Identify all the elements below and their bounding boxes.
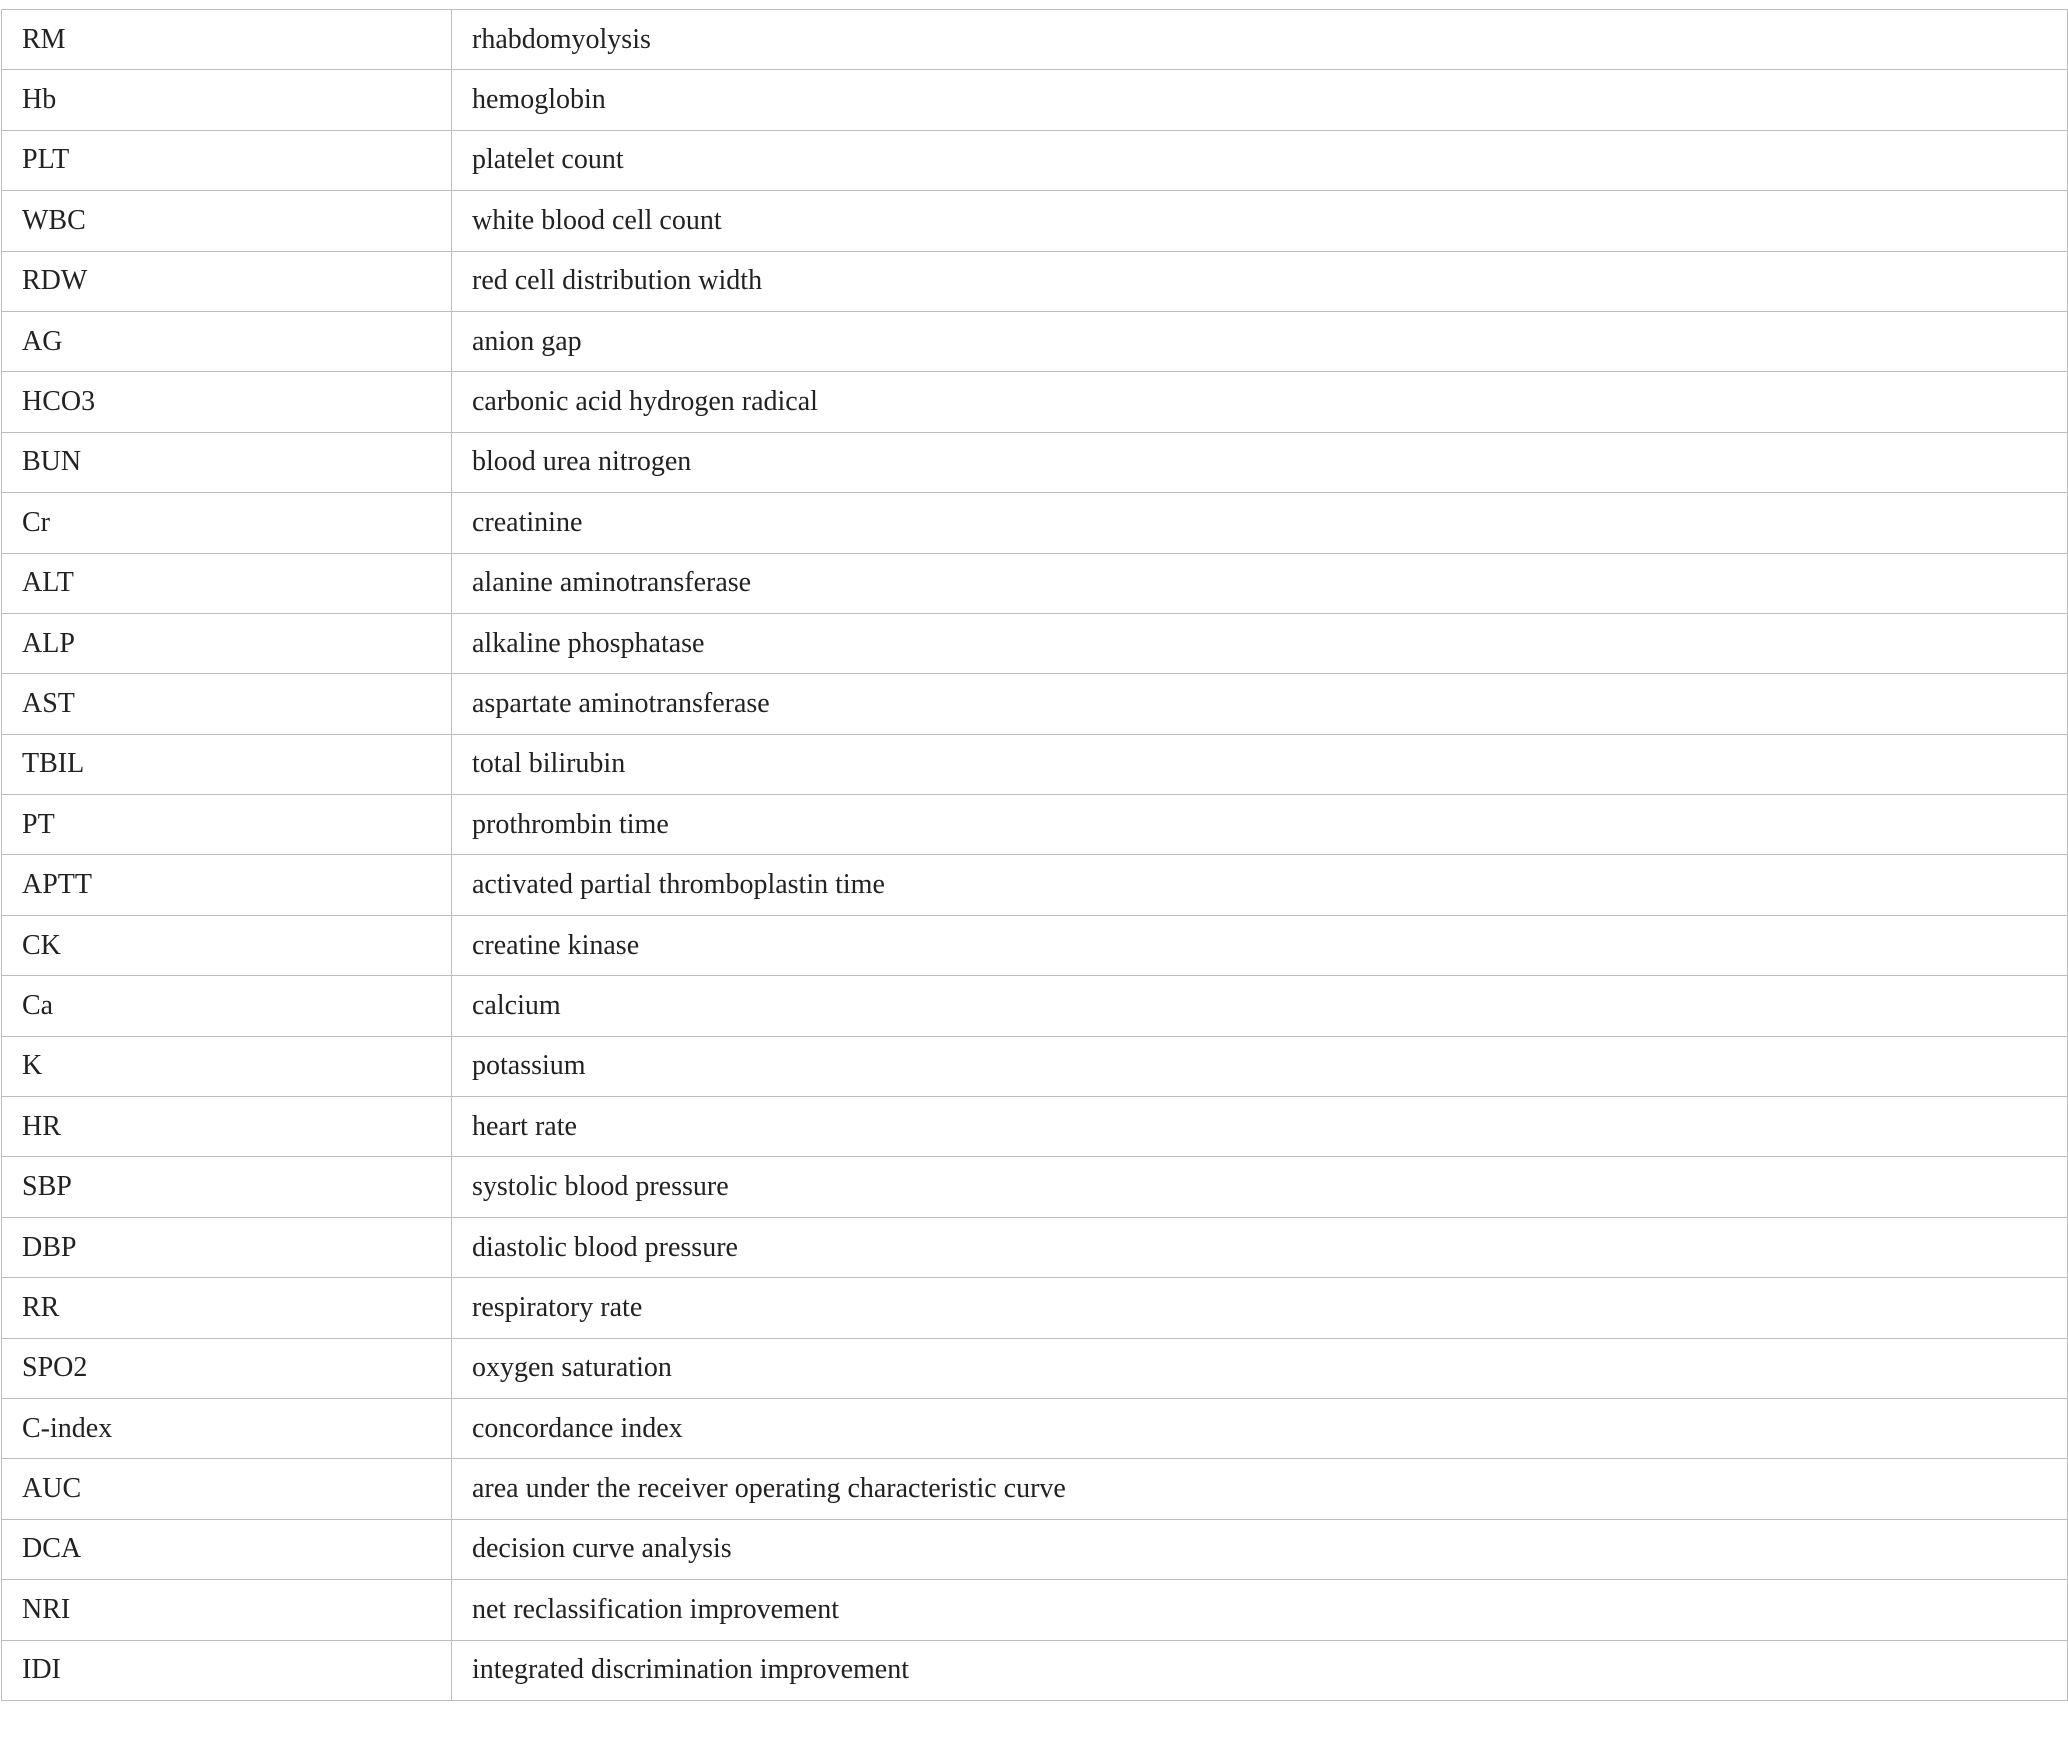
abbreviation-cell: C-index [2, 1398, 452, 1458]
table-row [2, 674, 2068, 734]
abbreviation-cell: HR [2, 1097, 452, 1157]
abbreviation-cell: BUN [2, 432, 452, 492]
definition-cell: decision curve analysis [452, 1519, 2068, 1579]
abbreviation-cell: AG [2, 311, 452, 371]
table-row [2, 915, 2068, 975]
definition-cell: rhabdomyolysis [452, 10, 2068, 70]
table-row [2, 251, 2068, 311]
abbreviation-cell: K [2, 1036, 452, 1096]
table-row [2, 976, 2068, 1036]
table-row [2, 1459, 2068, 1519]
abbreviations-table [1, 9, 2068, 1701]
table-row [2, 432, 2068, 492]
table-row [2, 1278, 2068, 1338]
table-row [2, 1580, 2068, 1640]
definition-cell: creatinine [452, 493, 2068, 553]
definition-cell: red cell distribution width [452, 251, 2068, 311]
abbreviation-cell: AUC [2, 1459, 452, 1519]
abbreviation-cell: RM [2, 10, 452, 70]
abbreviation-cell: Hb [2, 70, 452, 130]
table-row [2, 1157, 2068, 1217]
definition-cell: creatine kinase [452, 915, 2068, 975]
abbreviation-cell: NRI [2, 1580, 452, 1640]
table-row [2, 1640, 2068, 1700]
definition-cell: calcium [452, 976, 2068, 1036]
table-row [2, 130, 2068, 190]
definition-cell: hemoglobin [452, 70, 2068, 130]
definition-cell: oxygen saturation [452, 1338, 2068, 1398]
table-row [2, 10, 2068, 70]
abbreviation-cell: SBP [2, 1157, 452, 1217]
table-row [2, 795, 2068, 855]
table-row [2, 372, 2068, 432]
table-row [2, 553, 2068, 613]
abbreviation-cell: Ca [2, 976, 452, 1036]
definition-cell: systolic blood pressure [452, 1157, 2068, 1217]
table-row [2, 1097, 2068, 1157]
abbreviation-cell: HCO3 [2, 372, 452, 432]
table-row [2, 1519, 2068, 1579]
table-row [2, 613, 2068, 673]
abbreviation-cell: PT [2, 795, 452, 855]
definition-cell: anion gap [452, 311, 2068, 371]
abbreviation-cell: PLT [2, 130, 452, 190]
abbreviation-cell: TBIL [2, 734, 452, 794]
definition-cell: respiratory rate [452, 1278, 2068, 1338]
abbreviations-table-body [2, 10, 2068, 1701]
table-row [2, 1217, 2068, 1277]
definition-cell: concordance index [452, 1398, 2068, 1458]
abbreviation-cell: ALT [2, 553, 452, 613]
definition-cell: activated partial thromboplastin time [452, 855, 2068, 915]
definition-cell: white blood cell count [452, 191, 2068, 251]
abbreviation-cell: DBP [2, 1217, 452, 1277]
abbreviation-cell: CK [2, 915, 452, 975]
abbreviation-cell: RR [2, 1278, 452, 1338]
abbreviation-cell: RDW [2, 251, 452, 311]
abbreviation-cell: AST [2, 674, 452, 734]
table-row [2, 70, 2068, 130]
abbreviation-cell: SPO2 [2, 1338, 452, 1398]
definition-cell: aspartate aminotransferase [452, 674, 2068, 734]
abbreviation-cell: WBC [2, 191, 452, 251]
table-row [2, 493, 2068, 553]
table-row [2, 1036, 2068, 1096]
definition-cell: net reclassification improvement [452, 1580, 2068, 1640]
table-row [2, 734, 2068, 794]
definition-cell: potassium [452, 1036, 2068, 1096]
table-row [2, 1338, 2068, 1398]
definition-cell: alkaline phosphatase [452, 613, 2068, 673]
definition-cell: diastolic blood pressure [452, 1217, 2068, 1277]
table-row [2, 855, 2068, 915]
abbreviation-cell: ALP [2, 613, 452, 673]
definition-cell: carbonic acid hydrogen radical [452, 372, 2068, 432]
definition-cell: platelet count [452, 130, 2068, 190]
abbreviation-cell: DCA [2, 1519, 452, 1579]
definition-cell: integrated discrimination improvement [452, 1640, 2068, 1700]
definition-cell: total bilirubin [452, 734, 2068, 794]
abbreviation-cell: IDI [2, 1640, 452, 1700]
abbreviation-cell: APTT [2, 855, 452, 915]
definition-cell: alanine aminotransferase [452, 553, 2068, 613]
abbreviation-cell: Cr [2, 493, 452, 553]
definition-cell: prothrombin time [452, 795, 2068, 855]
definition-cell: blood urea nitrogen [452, 432, 2068, 492]
definition-cell: heart rate [452, 1097, 2068, 1157]
table-row [2, 191, 2068, 251]
table-row [2, 1398, 2068, 1458]
definition-cell: area under the receiver operating characteristic curve [452, 1459, 2068, 1519]
table-row [2, 311, 2068, 371]
